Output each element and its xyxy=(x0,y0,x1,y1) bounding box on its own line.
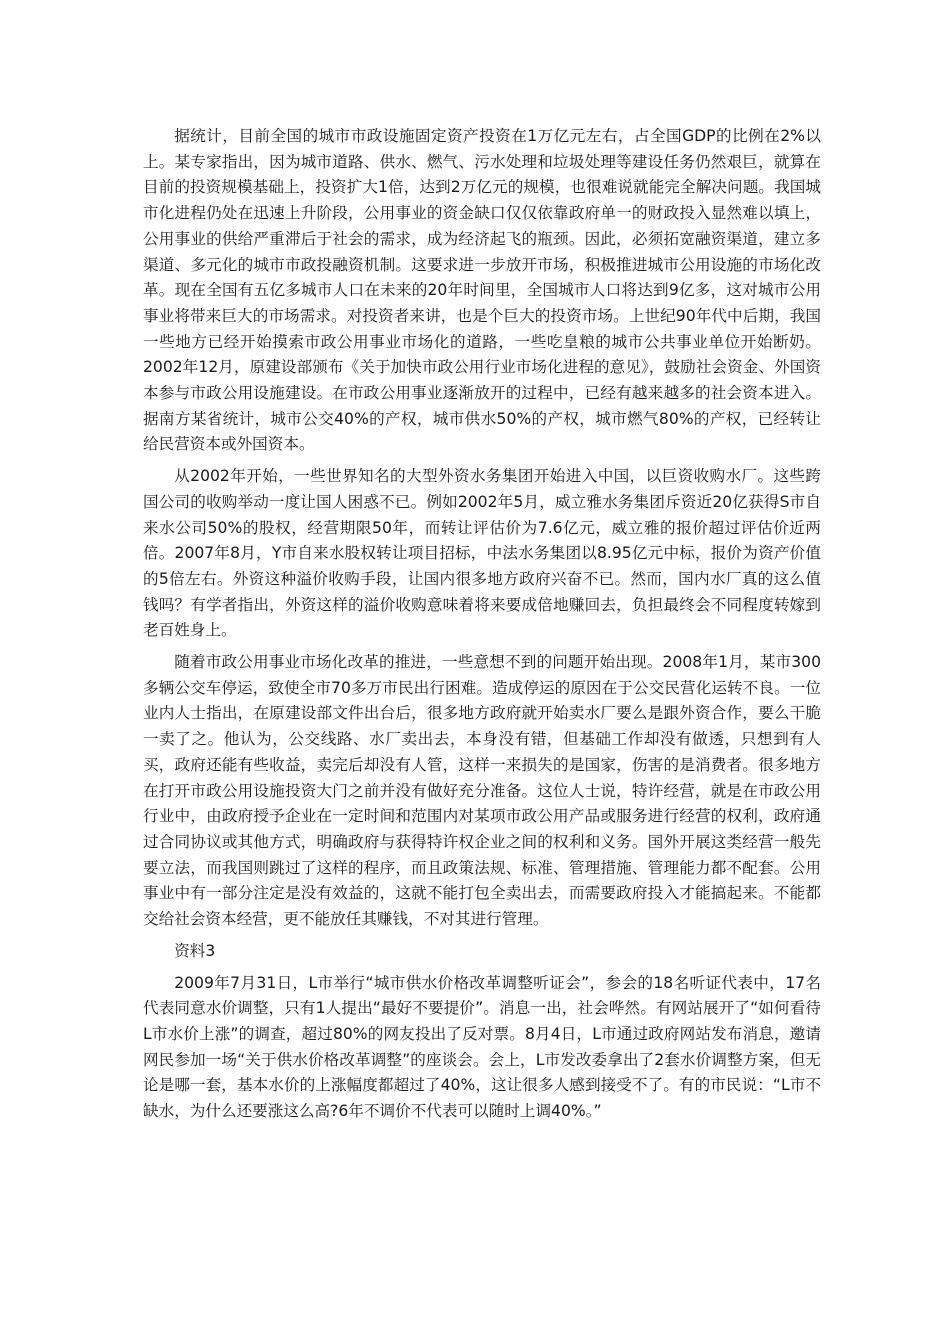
paragraph-3: 随着市政公用事业市场化改革的推进，一些意想不到的问题开始出现。2008年1月，某市300多辆公交车停运，致使全市70多万市民出行困难。造成停运的原因在于公交民营化运转不良。一位业内人士指出，在原建设部文件出台后，很多地方政府就开始卖水厂要么是跟外资合作，要么干脆一卖了之。他认为，公交线路、水厂卖出去，本身没有错，但基础工作却没有做透，只想到有人买，政府还能有些收益，卖完后却没有人管，这样一来损失的是国家，伤害的是消费者。很多地方在打开市政公用设施投资大门之前并没有做好充分准备。这位人士说，特许经营，就是在市政公用行业中，由政府授予企业在一定时间和范围内对某项市政公用产品或服务进行经营的权利，政府通过合同协议或其他方式，明确政府与获得特许权企业之间的权利和义务。国外开展这类经营一般先要立法，而我国则跳过了这样的程序，而且政策法规、标准、管理措施、管理能力都不配套。公用事业中有一部分注定是没有效益的，这就不能打包全卖出去，而需要政府投入才能搞起来。不能都交给社会资本经营，更不能放任其赚钱，不对其进行管理。 xyxy=(143,653,821,929)
section-label: 资料3 xyxy=(174,941,216,960)
paragraph-2: 从2002年开始，一些世界知名的大型外资水务集团开始进入中国，以巨资收购水厂。这些跨国公司的收购举动一度让国人困惑不已。例如2002年5月，威立雅水务集团斥资近20亿获得S市自来水公司50%的股权，经营期限50年，而转让评估价为7.6亿元，威立雅的报价超过评估价近两倍。2007年8月，Y市自来水股权转让项目招标，中法水务集团以8.95亿元中标，报价为资产价值的5倍左右。外资这种溢价收购手段，让国内很多地方政府兴奋不已。然而，国内水厂真的这么值钱吗？有学者指出，外资这样的溢价收购意味着将来要成倍地赚回去，负担最终会不同程度转嫁到老百姓身上。 xyxy=(143,467,821,640)
document-body xyxy=(143,124,821,1131)
paragraph-4: 2009年7月31日，L市举行“城市供水价格改革调整听证会”，参会的18名听证代表中，17名代表同意水价调整，只有1人提出“最好不要提价”。消息一出，社会哗然。有网站展开了“如何看待L市水价上涨”的调查，超过80%的网友投出了反对票。8月4日，L市通过政府网站发布消息，邀请网民参加一场“关于供水价格改革调整”的座谈会。会上，L市发改委拿出了2套水价调整方案，但无论是哪一套，基本水价的上涨幅度都超过了40%，这让很多人感到接受不了。有的市民说：“L市不缺水，为什么还要涨这么高?6年不调价不代表可以随时上调40%。” xyxy=(143,973,821,1121)
paragraph-1: 据统计，目前全国的城市市政设施固定资产投资在1万亿元左右，占全国GDP的比例在2%以上。某专家指出，因为城市道路、供水、燃气、污水处理和垃圾处理等建设任务仍然艰巨，就算在目前的投资规模基础上，投资扩大1倍，达到2万亿元的规模，也很难说就能完全解决问题。我国城市化进程仍处在迅速上升阶段，公用事业的资金缺口仅仅依靠政府单一的财政投入显然难以填上，公用事业的供给严重滞后于社会的需求，成为经济起飞的瓶颈。因此，必须拓宽融资渠道，建立多渠道、多元化的城市市政投融资机制。这要求进一步放开市场，积极推进城市公用设施的市场化改革。现在全国有五亿多城市人口在未来的20年时间里，全国城市人口将达到9亿多，这对城市公用事业将带来巨大的市场需求。对投资者来讲，也是个巨大的投资市场。上世纪90年代中后期，我国一些地方已经开始摸索市政公用事业市场化的道路，一些吃皇粮的城市公共事业单位开始断奶。2002年12月，原建设部颁布《关于加快市政公用行业市场化进程的意见》，鼓励社会资金、外国资本参与市政公用设施建设。在市政公用事业逐渐放开的过程中，已经有越来越多的社会资本进入。据南方某省统计，城市公交40%的产权，城市供水50%的产权，城市燃气80%的产权，已经转让给民营资本或外国资本。 xyxy=(143,127,821,454)
